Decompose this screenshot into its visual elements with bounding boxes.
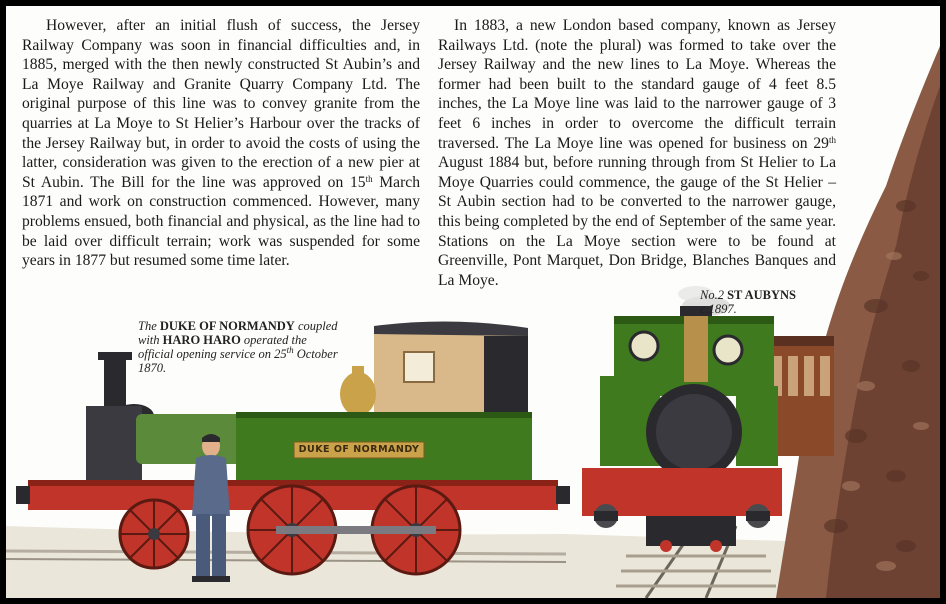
right-text-superscript: th [828,134,836,145]
book-page [6,6,940,598]
left-text-part-1: However, after an initial flush of success, the Jersey Railway Company was soon in financial difficulties and, in 1885, merged with the then newly constructed St Aubin’s and La Moye Railway and Granite Quarry Company Ltd. The original purpose of this line was to convey granite from the quarries at La Moye to St Helier’s Harbour over the tracks of the Jersey Railway but, in order to avoid the costs of using the latter, consideration was given to the erection of a new pier at St Aubin. The Bill for the line was approved on 15 [22,17,420,191]
caption-duke-of-normandy [138,319,343,375]
left-text-superscript: th [365,173,373,184]
caption-aubyns-date: c.1897. [700,302,737,316]
text-column-left [22,16,420,271]
caption-duke-rest1: operated the official opening service on 25 [138,333,307,361]
caption-duke-rest2: October 1870. [138,347,338,375]
left-text-part-2: March 1871 and work on construction commenced. However, many problems ensued, both financial and physical, as the line had to be laid over difficult terrain; work was suspended for some years in 1877 but resumed some time later. [22,173,420,270]
caption-haro-name: HARO HARO [162,333,241,347]
right-text-part-1: In 1883, a new London based company, known as Jersey Railways Ltd. (note the plural) was formed to take over the Jersey Railway and the new lines to La Moye. Whereas the former had been built to the standard gauge of 4 feet 8.5 inches, the La Moye line was laid to the narrower gauge of 3 feet 6 inches in order to overcome the difficult terrain traversed. The La Moye line was opened for business on 29 [438,17,836,152]
paragraph-right [438,16,836,290]
nameplate: DUKE OF NORMANDY [298,444,420,455]
caption-duke-superscript: th [286,345,294,355]
right-text-part-2: August 1884 but, before running through from St Helier to La Moye Quarries could commence, the gauge of the St Helier – St Aubin section had to be converted to the narrower gauge, this being completed by the end of September of the same year. Stations on the La Moye section were to be found at Greenville, Pont Marquet, Don Bridge, Blanches Banques and La Moye. [438,154,836,289]
caption-aubyns-number: No.2 [700,288,728,302]
caption-duke-coupled: coupled with [138,319,338,347]
caption-st-aubyns [700,288,850,316]
caption-aubyns-name: ST AUBYNS [727,288,796,302]
text-column-right [438,16,836,290]
paragraph-left [22,16,420,271]
caption-duke-name: DUKE OF NORMANDY [159,319,295,333]
st-aubyns-locomotive [582,286,782,552]
caption-duke-the: The [138,319,160,333]
